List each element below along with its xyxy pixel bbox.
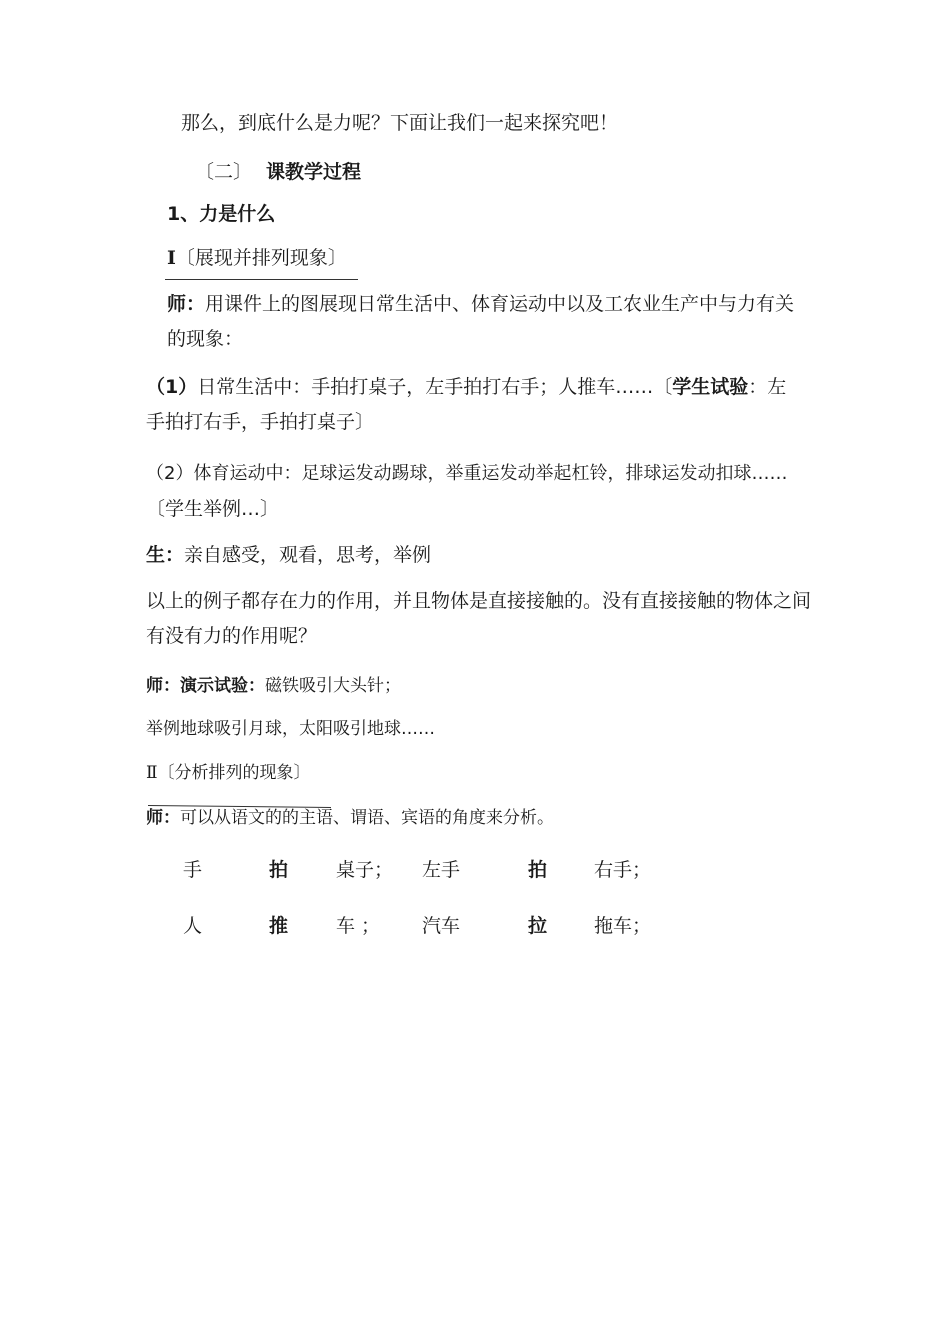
table-cell: 拍	[528, 859, 548, 881]
table-cell: 车 ；	[336, 915, 381, 937]
table-cell: 人	[183, 915, 203, 937]
teacher-text: 用课件上的图展现日常生活中、体育运动中以及工农业生产中与力有关	[205, 293, 795, 315]
demo-label: 师：演示试验：	[146, 676, 265, 696]
teacher2-label: 师：	[146, 808, 180, 828]
part2-title: 〔分析排列的现象〕	[157, 763, 311, 783]
table-cell: 拖车；	[594, 915, 652, 937]
teacher-label: 师：	[167, 293, 206, 315]
item1-line-1	[146, 369, 786, 405]
item2-line-2: 〔学生举例…〕	[146, 498, 280, 520]
part1-underline	[165, 279, 358, 280]
heading-what-is-force: 1、力是什么	[167, 203, 276, 225]
teacher-line-1	[167, 286, 794, 322]
section-number: 〔二〕	[195, 161, 253, 183]
demo-text: 磁铁吸引大头针；	[265, 676, 401, 696]
table-cell: 右手；	[594, 859, 652, 881]
part1-roman: Ⅰ	[167, 247, 176, 269]
item1-bold: 学生试验	[672, 376, 749, 398]
part1-title: 〔展现并排列现象〕	[175, 247, 347, 269]
table-cell: 推	[269, 915, 289, 937]
item2-line-1: （2）体育运动中：足球运发动踢球，举重运发动举起杠铃，排球运发动扣球……	[146, 463, 788, 484]
table-cell: 拍	[269, 859, 289, 881]
teacher2-line	[146, 800, 554, 836]
item1-line-2: 手拍打右手，手拍打桌子〕	[146, 411, 375, 433]
part1-heading	[167, 240, 347, 276]
demo-line	[146, 668, 401, 704]
part2-heading	[146, 755, 311, 791]
student-label: 生：	[146, 544, 185, 566]
table-cell: 拉	[528, 915, 548, 937]
para-line-2: 有没有力的作用呢？	[146, 625, 318, 647]
part2-roman: Ⅱ	[146, 763, 158, 783]
student-text: 亲自感受，观看，思考，举例	[184, 544, 432, 566]
teacher2-text: 可以从语文的的主语、谓语、宾语的角度来分析。	[180, 808, 554, 828]
section-heading	[195, 154, 361, 190]
table-cell: 桌子；	[336, 859, 394, 881]
section-title: 课教学过程	[266, 161, 362, 183]
table-cell: 汽车	[422, 915, 461, 937]
table-cell: 左手	[422, 859, 461, 881]
student-line	[146, 537, 431, 573]
example-line: 举例地球吸引月球，太阳吸引地球……	[146, 719, 435, 739]
item1-text: 日常生活中：手拍打桌子，左手拍打右手；人推车……〔	[197, 376, 673, 398]
intro-text: 那么，到底什么是力呢？下面让我们一起来探究吧！	[181, 112, 619, 134]
table-cell: 手	[183, 859, 203, 881]
para-line-1: 以上的例子都存在力的作用，并且物体是直接接触的。没有直接接触的物体之间	[146, 590, 812, 612]
teacher-line-2: 的现象：	[167, 328, 244, 350]
item1-number: （1）	[146, 376, 198, 398]
item1-tail: ：左	[748, 376, 787, 398]
